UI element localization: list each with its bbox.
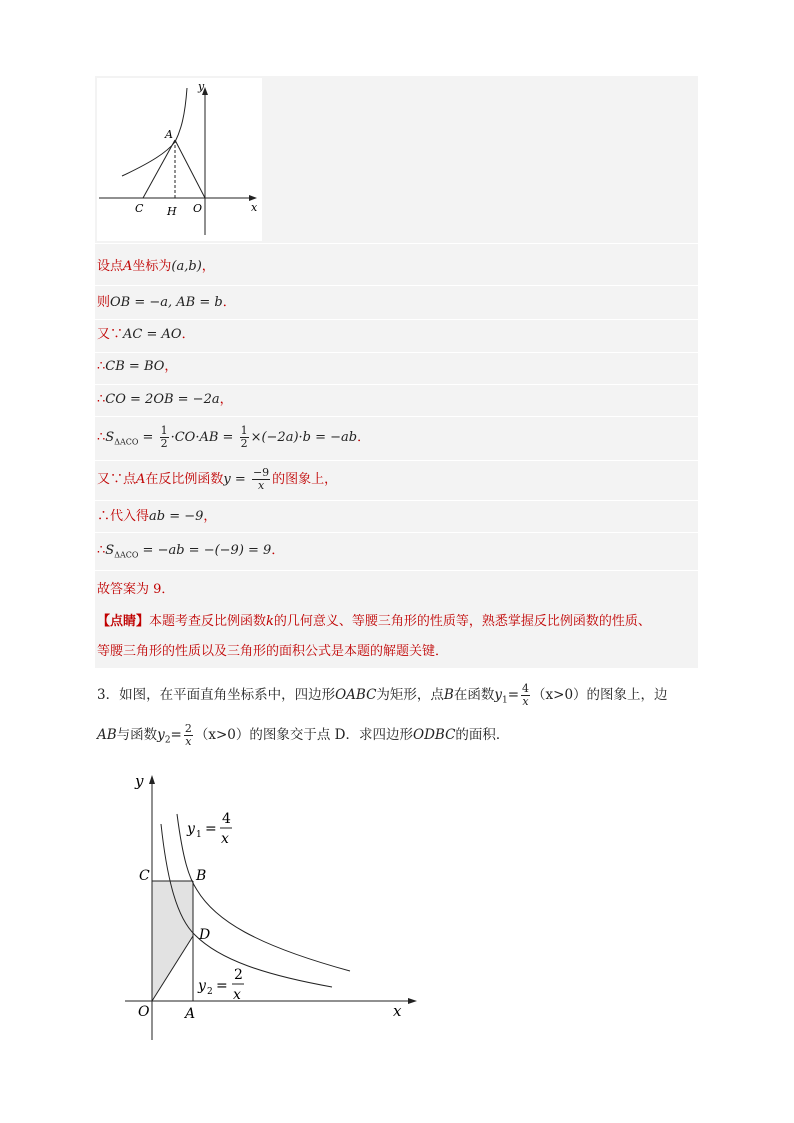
solution-line-4: ∴CB = BO， bbox=[97, 359, 178, 374]
note-line-1: 【点睛】本题考查反比例函数k的几何意义、等腰三角形的性质等，熟悉掌握反比例函数的性质、 bbox=[97, 614, 651, 629]
label-x: x bbox=[251, 201, 258, 214]
label-y2-sub: 2 bbox=[207, 987, 213, 997]
divider bbox=[95, 532, 698, 533]
solution-answer: 故答案为 9． bbox=[97, 582, 175, 597]
label-a: A bbox=[165, 128, 173, 141]
hyperbola-curve bbox=[122, 88, 187, 176]
fraction-half: $\frac{1}{2}$ bbox=[240, 424, 248, 450]
divider bbox=[95, 416, 698, 417]
fraction-neg9-over-x: $\frac{-9}{x}$ bbox=[252, 466, 270, 492]
label-h: H bbox=[167, 205, 177, 218]
divider bbox=[95, 352, 698, 353]
label-a: A bbox=[185, 1006, 196, 1022]
divider bbox=[95, 500, 698, 501]
label-o: O bbox=[138, 1004, 150, 1020]
problem-3-line-2: AB与函数$y_2=$ $\frac{2}{x}$ （x>0）的图象交于点 D．求四边形ODBC的面积． bbox=[97, 722, 510, 748]
label-y2: y bbox=[198, 978, 206, 994]
solution-line-1: 设点A坐标为(a,b)， bbox=[97, 259, 215, 274]
solution-line-9: $\therefore S_{\Delta ACO} = -ab = -(-9) = 9$． bbox=[97, 543, 285, 560]
divider bbox=[95, 285, 698, 286]
solution-line-6: $\therefore S_{\Delta ACO}$ = $\frac{1}{2}$ ·CO·AB = $\frac{1}{2}$ ×(−2a)·b = −ab． bbox=[97, 424, 371, 450]
solution-line-3: 又∵AC = AO． bbox=[97, 327, 195, 342]
solution-line-7: 又∵点A在反比例函数y = $\frac{-9}{x}$ 的图象上， bbox=[97, 466, 338, 492]
problem-3-line-1: 3．如图，在平面直角坐标系中，四边形OABC为矩形，点B在函数$y_1=$ $\frac{4}{x}$ （x>0）的图象上，边 bbox=[97, 682, 668, 708]
label-b: B bbox=[196, 868, 207, 884]
curve-y1 bbox=[177, 814, 350, 971]
label-x: x bbox=[393, 1002, 402, 1020]
fraction-2-over-x: $\frac{2}{x}$ bbox=[184, 722, 192, 748]
label-y1-sub: 1 bbox=[196, 830, 202, 840]
label-c: C bbox=[135, 202, 144, 215]
label-y: y bbox=[135, 772, 144, 790]
divider bbox=[95, 319, 698, 320]
divider bbox=[95, 384, 698, 385]
label-y2-num: 2 bbox=[234, 967, 243, 983]
note-tag: 【点睛】 bbox=[97, 614, 150, 629]
segment-ao bbox=[175, 140, 205, 198]
label-y2-den: x bbox=[233, 987, 241, 1003]
label-y1-den: x bbox=[221, 831, 229, 847]
solution-line-5: ∴CO = 2OB = −2a， bbox=[97, 392, 233, 407]
figure-a bbox=[97, 78, 262, 241]
divider bbox=[95, 243, 698, 244]
label-y2-eq: = bbox=[216, 978, 228, 994]
label-y1: y bbox=[187, 821, 195, 837]
note-line-2: 等腰三角形的性质以及三角形的面积公式是本题的解题关键． bbox=[97, 644, 449, 659]
fraction-half: $\frac{1}{2}$ bbox=[160, 424, 168, 450]
label-y1-num: 4 bbox=[222, 811, 231, 827]
label-d: D bbox=[199, 927, 211, 943]
figure-a-svg bbox=[97, 78, 262, 241]
figure-b bbox=[125, 770, 425, 1045]
fraction-4-over-x: $\frac{4}{x}$ bbox=[522, 682, 530, 708]
label-c: C bbox=[139, 868, 150, 884]
y-axis-arrow bbox=[149, 775, 155, 784]
divider bbox=[95, 570, 698, 571]
solution-line-8: ∴代入得ab = −9， bbox=[97, 509, 217, 524]
divider bbox=[95, 460, 698, 461]
shaded-region-odbc bbox=[152, 881, 193, 1001]
label-y1-eq: = bbox=[205, 821, 217, 837]
figure-b-svg bbox=[125, 770, 425, 1045]
solution-line-2: 则OB = −a, AB = b． bbox=[97, 295, 236, 310]
label-o: O bbox=[193, 202, 203, 215]
label-y: y bbox=[198, 80, 205, 93]
segment-ca bbox=[143, 140, 175, 198]
x-axis-arrow bbox=[408, 998, 417, 1004]
